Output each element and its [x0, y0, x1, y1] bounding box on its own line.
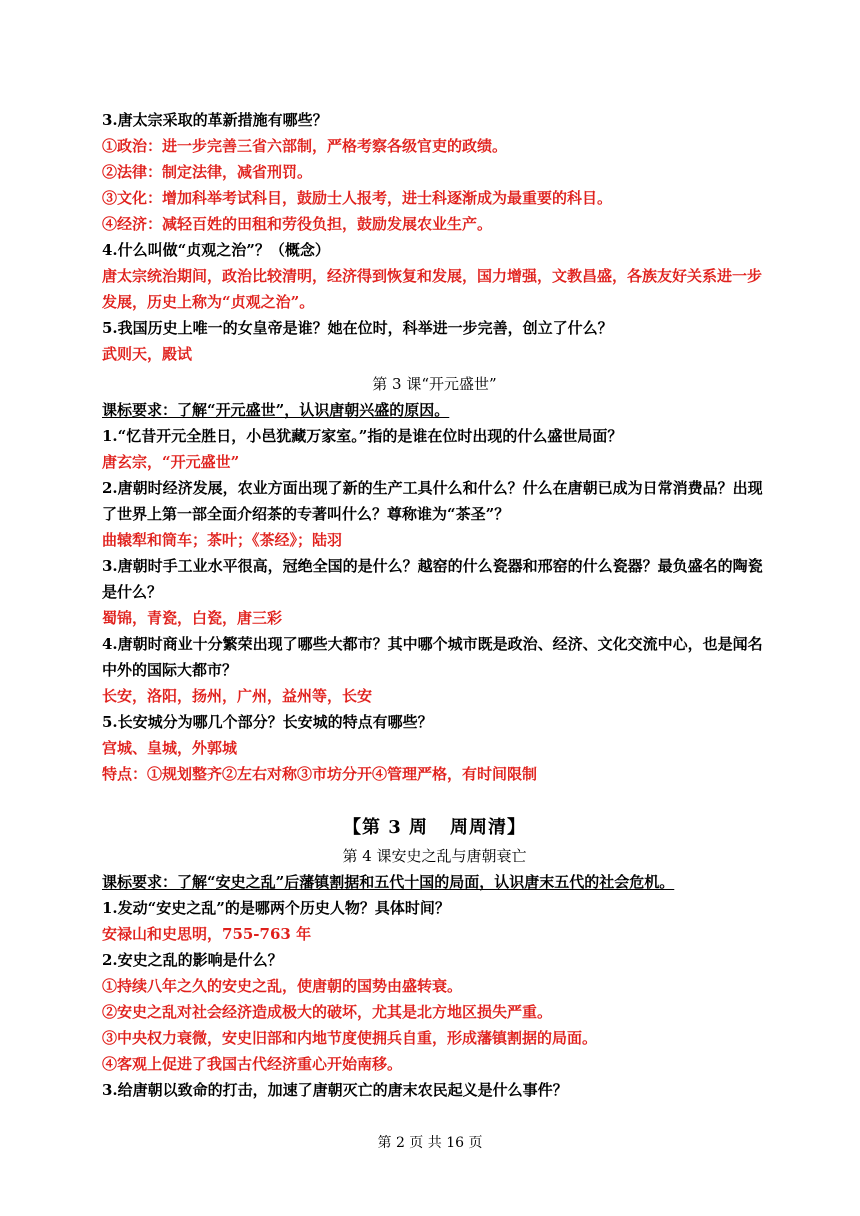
answer-line: 特点：①规划整齐②左右对称③市坊分开④管理严格，有时间限制	[102, 765, 538, 783]
answer-line: 唐太宗统治期间，政治比较清明，经济得到恢复和发展，国力增强，文教昌盛，各族友好关系进一步发展，历史上称为“贞观之治”。	[102, 267, 763, 311]
answer-line: ④客观上促进了我国古代经济重心开始南移。	[102, 1055, 403, 1073]
question-line: 3.给唐朝以致命的打击，加速了唐朝灭亡的唐末农民起义是什么事件？	[102, 1081, 568, 1099]
question-line: 3.唐朝时手工业水平很高，冠绝全国的是什么？越窑的什么瓷器和邢窑的什么瓷器？最负盛名的陶瓷是什么？	[102, 557, 763, 601]
answer-line: 安禄山和史思明，755-763 年	[102, 925, 312, 943]
question-line: 4.唐朝时商业十分繁荣出现了哪些大都市？其中哪个城市既是政治、经济、文化交流中心，也是闻名中外的国际大都市？	[102, 635, 763, 679]
question-line: 1.发动“安史之乱”的是哪两个历史人物？具体时间？	[102, 899, 450, 917]
curriculum-requirement: 课标要求：了解“安史之乱”后藩镇割据和五代十国的局面，认识唐末五代的社会危机。	[102, 873, 675, 891]
answer-line: ③文化：增加科举考试科目，鼓励士人报考，进士科逐渐成为最重要的科目。	[102, 189, 613, 207]
week-heading	[102, 813, 767, 843]
answer-line: ③中央权力衰微，安史旧部和内地节度使拥兵自重，形成藩镇割据的局面。	[102, 1029, 598, 1047]
answer-line: 武则天，殿试	[102, 345, 193, 363]
question-line: 4.什么叫做“贞观之治”？（概念）	[102, 241, 330, 259]
answer-line: 曲辕犁和筒车；茶叶；《茶经》；陆羽	[102, 531, 343, 549]
lesson-title: 第 4 课安史之乱与唐朝衰亡	[342, 847, 527, 865]
week-heading-left: 【第 3 周	[342, 817, 429, 838]
week-heading-right: 周周清】	[450, 817, 527, 838]
question-line: 3.唐太宗采取的革新措施有哪些？	[102, 111, 328, 129]
answer-line: ②安史之乱对社会经济造成极大的破坏，尤其是北方地区损失严重。	[102, 1003, 553, 1021]
answer-line: 长安，洛阳，扬州，广州，益州等，长安	[102, 687, 373, 705]
answer-line: ①持续八年之久的安史之乱，使唐朝的国势由盛转衰。	[102, 977, 463, 995]
top-qa-block	[102, 107, 767, 367]
answer-line: ④经济：减轻百姓的田租和劳役负担，鼓励发展农业生产。	[102, 215, 493, 233]
question-line: 2.唐朝时经济发展，农业方面出现了新的生产工具什么和什么？什么在唐朝已成为日常消费品？出现了世界上第一部全面介绍茶的专著叫什么？尊称谁为“茶圣”？	[102, 479, 763, 523]
answer-line: 蜀锦，青瓷，白瓷，唐三彩	[102, 609, 283, 627]
answer-line: ①政治：进一步完善三省六部制，严格考察各级官吏的政绩。	[102, 137, 508, 155]
answer-line: 唐玄宗，“开元盛世”	[102, 453, 240, 471]
lesson-3-section	[102, 371, 767, 787]
question-line: 2.安史之乱的影响是什么？	[102, 951, 283, 969]
question-line: 1.“忆昔开元全胜日，小邑犹藏万家室。”指的是谁在位时出现的什么盛世局面？	[102, 427, 623, 445]
lesson-4-section	[102, 843, 767, 1103]
answer-line: ②法律：制定法律，减省刑罚。	[102, 163, 313, 181]
question-line: 5.长安城分为哪几个部分？长安城的特点有哪些？	[102, 713, 433, 731]
answer-line: 宫城、皇城，外郭城	[102, 739, 238, 757]
page-content	[102, 107, 767, 1103]
page-footer: 第 2 页 共 16 页	[377, 1135, 483, 1151]
lesson-title: 第 3 课“开元盛世”	[372, 375, 497, 393]
curriculum-requirement: 课标要求：了解“开元盛世”，认识唐朝兴盛的原因。	[102, 401, 450, 419]
question-line: 5.我国历史上唯一的女皇帝是谁？她在位时，科举进一步完善，创立了什么？	[102, 319, 613, 337]
